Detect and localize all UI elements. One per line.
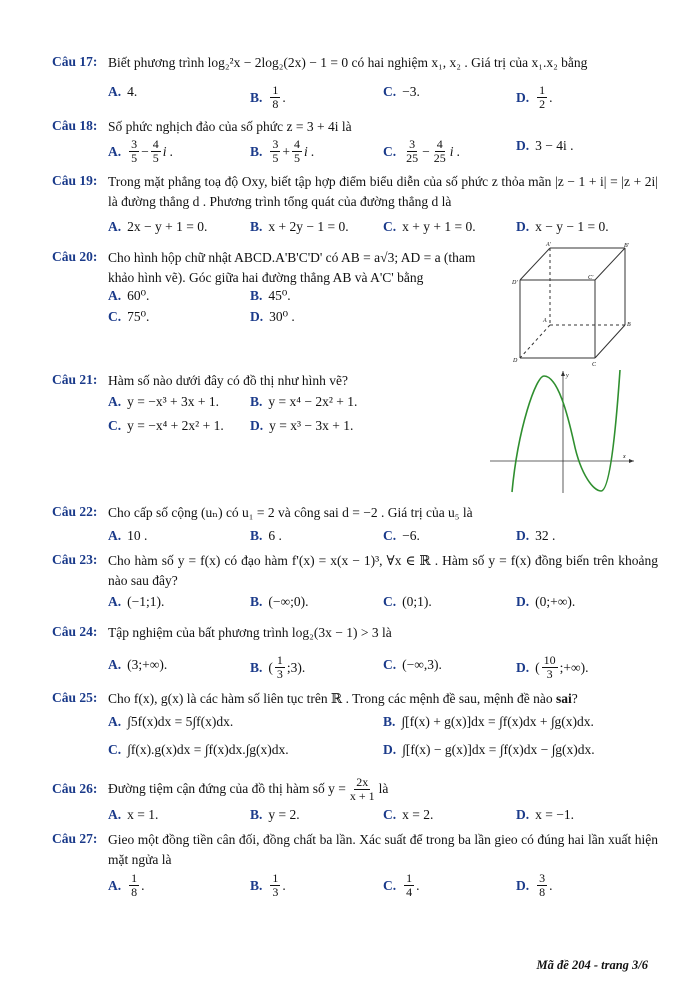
answer-row [108, 872, 658, 906]
option-a[interactable]: A. $\frac{3}{5}$ − $\frac{4}{5}$ i . [108, 137, 174, 165]
option-d[interactable]: D. 32 . [516, 528, 556, 543]
option-b[interactable]: B. $\frac{1}{3}$ . [250, 871, 286, 899]
option-a[interactable]: A. y = −x³ + 3x + 1. [108, 394, 220, 409]
option-a[interactable]: A. 60⁰. [108, 288, 150, 303]
option-d[interactable]: D. $\frac{3}{8}$ . [516, 871, 553, 899]
option-c[interactable]: C. x + y + 1 = 0. [383, 219, 476, 234]
option-d[interactable]: D. (0;+∞). [516, 594, 576, 609]
answer-row [108, 654, 658, 690]
question-text: Hàm số nào dưới đây có đồ thị như hình vẽ? [108, 373, 348, 388]
option-b[interactable]: B. $\frac{3}{5}$ + $\frac{4}{5}$ i . [250, 137, 315, 165]
question-number: Câu 27: [52, 831, 98, 846]
question-number: Câu 23: [52, 552, 98, 567]
option-a[interactable]: A. 2x − y + 1 = 0. [108, 219, 208, 234]
option-c[interactable]: C. (0;1). [383, 594, 432, 609]
answer-row [108, 714, 658, 744]
option-a[interactable]: A. (3;+∞). [108, 657, 168, 672]
option-d[interactable]: D. ∫[f(x) − g(x)]dx = ∫f(x)dx − ∫g(x)dx. [383, 742, 595, 757]
option-b[interactable]: B. $\frac{1}{8}$ . [250, 83, 286, 111]
option-a[interactable]: A. x = 1. [108, 807, 159, 822]
x-axis-label: x [623, 454, 626, 460]
option-c[interactable]: C. x = 2. [383, 807, 434, 822]
vertex-label: A [543, 318, 547, 324]
question-text: Biết phương trình log₂²x − 2log₂(2x) − 1 = 0 có hai nghiệm x₁, x₂ . Giá trị của x₁.x₂ bằng [108, 55, 588, 70]
option-d[interactable]: D. 30⁰ . [250, 309, 295, 324]
option-b[interactable]: B. ∫[f(x) + g(x)]dx = ∫f(x)dx + ∫g(x)dx. [383, 714, 594, 729]
vertex-label: B' [624, 243, 629, 249]
question-text: Số phức nghịch đảo của số phức z = 3 + 4i là [108, 119, 352, 134]
option-c[interactable]: C. 75⁰. [108, 309, 150, 324]
vertex-label: D [513, 358, 518, 364]
option-d[interactable]: D. ( $\frac{10}{3}$ ;+∞). [516, 653, 589, 681]
vertex-label: A' [546, 242, 551, 248]
vertex-label: D' [512, 280, 518, 286]
question-number: Câu 18: [52, 118, 98, 133]
cubic-curve [512, 370, 620, 492]
vertex-label: C [592, 362, 597, 368]
question-text: Tập nghiệm của bất phương trình log₂(3x − 1) > 3 là [108, 625, 392, 640]
option-b[interactable]: B. (−∞;0). [250, 594, 309, 609]
function-graph [488, 368, 638, 496]
question-number: Câu 21: [52, 372, 98, 387]
answer-row [108, 742, 658, 772]
option-d[interactable]: D. x = −1. [516, 807, 574, 822]
answer-row [108, 594, 658, 624]
vertex-label: B [627, 322, 631, 328]
option-b[interactable]: B. y = x⁴ − 2x² + 1. [250, 394, 358, 409]
vertex-label: C' [588, 275, 594, 281]
question-number: Câu 26: [52, 781, 98, 796]
option-a[interactable]: A. (−1;1). [108, 594, 165, 609]
option-d[interactable]: D. x − y − 1 = 0. [516, 219, 609, 234]
question-text: Cho cấp số cộng (uₙ) có u₁ = 2 và công sai d = −2 . Giá trị của u₅ là [108, 505, 473, 520]
question-number: Câu 17: [52, 54, 98, 69]
option-c[interactable]: C. $\frac{3}{25}$ − $\frac{4}{25}$ i . [383, 137, 461, 165]
answer-row [108, 84, 658, 114]
question-number: Câu 19: [52, 173, 98, 188]
option-c[interactable]: C. (−∞,3). [383, 657, 442, 672]
option-a[interactable]: A. 10 . [108, 528, 148, 543]
option-d[interactable]: D. y = x³ − 3x + 1. [250, 418, 354, 433]
page-footer: Mã đề 204 - trang 3/6 [536, 958, 648, 972]
question-text: Cho f(x), g(x) là các hàm số liên tục trên ℝ . Trong các mệnh đề sau, mệnh đề nào sai? [108, 691, 578, 706]
option-b[interactable]: B. 6 . [250, 528, 282, 543]
option-c[interactable]: C. −3. [383, 84, 420, 99]
option-b[interactable]: B. 45⁰. [250, 288, 291, 303]
option-d[interactable]: D. 3 − 4i . [516, 138, 574, 153]
option-d[interactable]: D. $\frac{1}{2}$ . [516, 83, 553, 111]
answer-row [108, 138, 658, 168]
question-text: Gieo một đồng tiền cân đối, đồng chất ba lần. Xác suất để trong ba lần gieo có đúng hai lần xuất hiện mặt ngửa là [108, 832, 658, 867]
option-a[interactable]: A. 4. [108, 84, 138, 99]
y-axis-label: y [566, 373, 569, 379]
question-text: Cho hình hộp chữ nhật ABCD.A'B'C'D' có AB = a√3; AD = a (tham khảo hình vẽ). Góc giữa hai đường thẳng AB và A'C' bằng [108, 250, 476, 285]
option-a[interactable]: A. ∫5f(x)dx = 5∫f(x)dx. [108, 714, 234, 729]
question-number: Câu 22: [52, 504, 98, 519]
option-c[interactable]: C. y = −x⁴ + 2x² + 1. [108, 418, 224, 433]
question-text: Cho hàm số y = f(x) có đạo hàm f'(x) = x(x − 1)³, ∀x ∈ ℝ . Hàm số y = f(x) đồng biến trên khoảng nào sau đây? [108, 553, 658, 588]
question-number: Câu 24: [52, 624, 98, 639]
option-c[interactable]: C. ∫f(x).g(x)dx = ∫f(x)dx.∫g(x)dx. [108, 742, 289, 757]
option-b[interactable]: B. y = 2. [250, 807, 300, 822]
option-b[interactable]: B. x + 2y − 1 = 0. [250, 219, 349, 234]
question-number: Câu 25: [52, 690, 98, 705]
cube-figure [510, 240, 640, 368]
question-text: Trong mặt phẳng toạ độ Oxy, biết tập hợp điểm biểu diễn của số phức z thỏa mãn |z − 1 + i| = |z + 2i| là đường thẳng d . Phương trình tổng quát của đường thẳng d là [108, 174, 658, 209]
option-c[interactable]: C. −6. [383, 528, 420, 543]
option-a[interactable]: A. $\frac{1}{8}$ . [108, 871, 145, 899]
question-number: Câu 20: [52, 249, 98, 264]
option-b[interactable]: B. ( $\frac{1}{3}$ ;3). [250, 653, 306, 681]
option-c[interactable]: C. $\frac{1}{4}$ . [383, 871, 420, 899]
question-text: Đường tiệm cận đứng của đồ thị hàm số y = $\frac{2x}{x + 1}$ là [108, 774, 389, 803]
